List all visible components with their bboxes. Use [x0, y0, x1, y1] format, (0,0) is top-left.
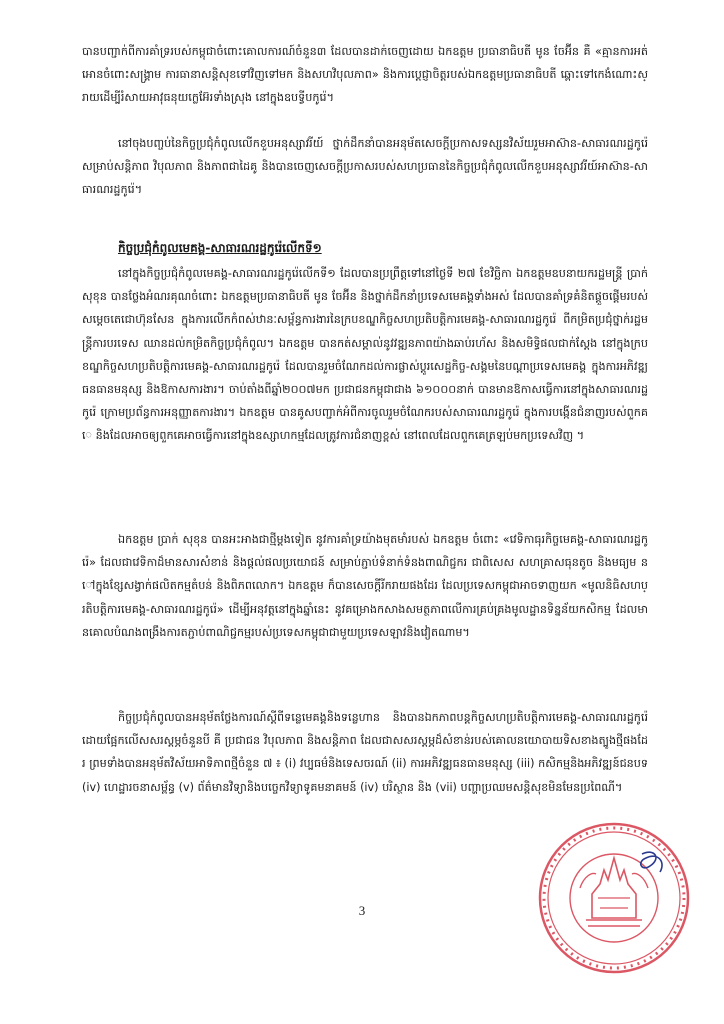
page-number: 3 [358, 903, 366, 918]
section-heading: កិច្ចប្រជុំកំពូលមេគង្គ-សាធារណរដ្ឋកូរ៉េលើកទី១ [118, 241, 322, 255]
paragraph-business-forum: ឯកឧត្តម ប្រាក់ សុខុន បានអះអាងជាថ្មីម្តងទៀត នូវការគាំទ្រយ៉ាងមុតមាំរបស់ ឯកឧត្តម ចំពោះ «វេទិកាធុរកិច្ចមេគង្គ-សាធារណរដ្ឋកូរ៉េ» ដែលជាវេទិកាដ៏មានសារសំខាន់ និងផ្តល់ផលប្រយោជន៍ សម្រាប់ភ្ជាប់ទំនាក់ទំនងពាណិជ្ជករ ជាពិសេស សហគ្រាសធុនតូច និងមធ្យម នៅក្នុងខ្សែសង្វាក់ផលិតកម្មតំបន់ និងពិភពលោក។ ឯកឧត្តម ក៏បានសេចក្តីរីករាយផងដែរ ដែលប្រទេសកម្ពុជាអាចទាញយក «មូលនិធិសហប្រតិបត្តិការមេគង្គ-សាធារណរដ្ឋកូរ៉េ» ដើម្បីអនុវត្តនៅក្នុងឆ្នាំនេះ នូវគម្រោងកសាងសមត្ថភាពលើការគ្រប់គ្រងមូលដ្ឋានទិន្នន័យកសិកម្ម ដែលមានគោលបំណងពង្រឹងការតភ្ជាប់ពាណិជ្ជកម្មរបស់ប្រទេសកម្ពុជាជាមួយប្រទេសឡាវនិងវៀតណាម។ [82, 533, 649, 639]
paragraph-mekong-summit: នៅក្នុងកិច្ចប្រជុំកំពូលមេគង្គ-សាធារណរដ្ឋកូរ៉េលើកទី១ ដែលបានប្រព្រឹត្តទៅនៅថ្ងៃទី ២៧ ខែវិច្ឆិកា ឯកឧត្តមឧបនាយករដ្ឋមន្ត្រី ប្រាក់សុខុន បានថ្លែងអំណរគុណចំពោះ ឯកឧត្តមប្រធានាធិបតី មូន ចែអ៊ីន និងថ្នាក់ដឹកនាំប្រទេសមេគង្គទាំងអស់ ដែលបានគាំទ្រគំនិតផ្តួចផ្តើមរបស់សម្តេចតេជោហ៊ុនសែន ក្នុងការលើកកំពស់ឋានៈសម្ព័ន្ធការងារនៃក្របខណ្ឌកិច្ចសហប្រតិបត្តិការមេគង្គ-សាធារណរដ្ឋកូរ៉េ ពីកម្រិតប្រជុំថ្នាក់រដ្ឋមន្ត្រីការបរទេស ឈានដល់កម្រិតកិច្ចប្រជុំកំពូល។ ឯកឧត្តម បានកត់សម្គាល់នូវវឌ្ឍនភាពយ៉ាងឆាប់រហ័ស និងសមិទ្ធិផលជាក់ស្តែង នៅក្នុងក្របខណ្ឌកិច្ចសហប្រតិបត្តិការមេគង្គ-សាធារណរដ្ឋកូរ៉េ ដែលបានរួមចំណែកដល់ការផ្លាស់ប្តូរសេដ្ឋកិច្ច-សង្គមនៃបណ្តាប្រទេសមេគង្គ ក្នុងការអភិវឌ្ឍធនធានមនុស្ស និងឱកាសការងារ។ ចាប់តាំងពីឆ្នាំ២០០៧មក ប្រជាជនកម្ពុជាជាង ៦១០០០នាក់ បានមានឱកាសធ្វើការនៅក្នុងសាធារណរដ្ឋកូរ៉េ ក្រោមប្រព័ន្ធការអនុញ្ញាតការងារ។ ឯកឧត្តម បានគូសបញ្ជាក់អំពីការចូលរួមចំណែករបស់សាធារណរដ្ឋកូរ៉េ ក្នុងការបង្កើនជំនាញរបស់ពួកគេ និងដែលអាចឲ្យពួកគេអាចធ្វើការនៅក្នុងឧស្សាហកម្មដែលត្រូវការជំនាញខ្ពស់ នៅពេលដែលពួកគេត្រឡប់មកប្រទេសវិញ ។ [82, 267, 648, 443]
paragraph-korea-principles: បានបញ្ជាក់ពីការគាំទ្ររបស់កម្ពុជាចំពោះគោលការណ៍ចំនួន៣ ដែលបានដាក់ចេញដោយ ឯកឧត្តម ប្រធានាធិបតី មូន ចែអ៊ីន គឺ «គ្មានការអត់អោនចំពោះសង្គ្រាម ការធានាសន្តិសុខទៅវិញទៅមក និងសហវិបុលភាព» និងការប្តេជ្ញាចិត្តរបស់ឯកឧត្តមប្រធានាធិបតី ឆ្ពោះទៅកេងំណោះស្រាយដើម្បីរំសាយអាវុធនុយក្លេអ៊ែរទាំងស្រុង នៅក្នុងឧបទ្វីបកូរ៉េ។ [82, 45, 648, 105]
official-seal-icon [534, 818, 694, 978]
paragraph-commemorative-summit: នៅចុងបញ្ចប់នៃកិច្ចប្រជុំកំពូលលើកខួបអនុស្សាវរីយ៍ ថ្នាក់ដឹកនាំបានអនុម័តសេចក្តីប្រកាសទស្សនវិស័យរួមអាស៊ាន-សាធារណរដ្ឋកូរ៉េ សម្រាប់សន្តិភាព វិបុលភាព និងភាពជាដៃគូ និងបានចេញសេចក្តីប្រកាសរបស់សហប្រធាននៃកិច្ចប្រជុំកំពូលលើកខួបអនុស្សាវរីយ៍អាស៊ាន-សាធារណរដ្ឋកូរ៉េ។ [82, 137, 648, 197]
paragraph-priority-areas: កិច្ចប្រជុំកំពូលបានអនុម័តថ្លែងការណ៍ស្តីពីទន្លេមេគង្គនិងទន្លេហាន និងបានឯកភាពបន្តកិច្ចសហប្រតិបត្តិការមេគង្គ-សាធារណរដ្ឋកូរ៉េ ដោយផ្អែកលើសសរស្តម្ភចំនួនបី គឺ ប្រជាជន វិបុលភាព និងសន្តិភាព ដែលជាសសរស្តម្ភដ៏សំខាន់របស់គោលនយោបាយទិសខាងត្បូងថ្មីផងដែរ ព្រមទាំងបានអនុម័តវិស័យអាទិភាពថ្មីចំនួន ៧ ៖ (i) វប្បធម៌និងទេសចរណ៍ (ii) ការអភិវឌ្ឍធនធានមនុស្ស (iii) កសិកម្មនិងអភិវឌ្ឍន៍ជនបទ (iv) ហេដ្ឋារចនាសម្ព័ន្ធ (v) ព័ត៌មានវិទ្យានិងបច្ចេកវិទ្យាទូគមនាគមន៍ (iv) បរិស្ថាន និង (vii) បញ្ហាប្រឈមសន្តិសុខមិនមែនប្រពៃណី។ [82, 711, 648, 794]
